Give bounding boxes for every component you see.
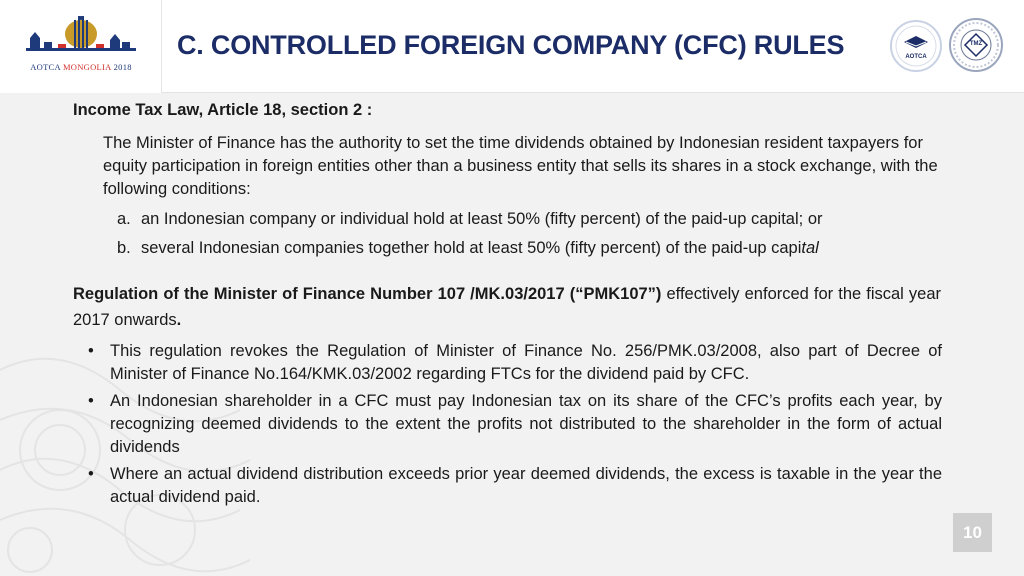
list-item-text-main: several Indonesian companies together hold at least 50% (fifty percent) of the paid-up capi bbox=[141, 239, 802, 257]
tmz-seal-label: TMZ bbox=[969, 41, 983, 47]
slide-title: C. CONTROLLED FOREIGN COMPANY (CFC) RULES bbox=[177, 30, 845, 60]
list-item-text bbox=[141, 237, 819, 260]
regulation-rest: effectively enforced for the fiscal year 2017 onwards bbox=[73, 285, 941, 329]
list-item bbox=[117, 208, 947, 231]
list-item-text-italic-tail: tal bbox=[801, 239, 819, 257]
list-item bbox=[86, 463, 942, 509]
regulation-bullet-list bbox=[86, 340, 942, 513]
bullet-text: An Indonesian shareholder in a CFC must pay Indonesian tax on its share of the CFC’s profits each year, by recognizing deemed dividends to the extent the profits not distributed to the shareholder in the form of actual dividends bbox=[110, 392, 942, 456]
regulation-paragraph bbox=[73, 281, 941, 333]
list-item bbox=[86, 390, 942, 459]
regulation-title: Regulation of the Minister of Finance Number 107 /MK.03/2017 (“PMK107”) bbox=[73, 285, 662, 303]
logo-caption-year: 2018 bbox=[113, 62, 132, 72]
list-marker: b. bbox=[117, 239, 131, 257]
logo-caption-aotca: AOTCA bbox=[30, 62, 61, 72]
bullet-marker: • bbox=[88, 342, 94, 360]
conditions-list bbox=[117, 208, 947, 266]
bullet-marker: • bbox=[88, 392, 94, 410]
list-item bbox=[86, 340, 942, 386]
list-item bbox=[117, 237, 947, 260]
list-marker: a. bbox=[117, 210, 131, 228]
bullet-marker: • bbox=[88, 465, 94, 483]
bullet-text: Where an actual dividend distribution exceeds prior year deemed dividends, the excess is taxable in the year the actual dividend paid. bbox=[110, 465, 942, 506]
aotca-seal-label: AOTCA bbox=[905, 54, 927, 60]
section1-paragraph: The Minister of Finance has the authority to set the time dividends obtained by Indonesian resident taxpayers for equity participation in foreign entities other than a business entity that sells its shares in a stock exchange, with the following conditions: bbox=[103, 134, 938, 198]
list-item-text: an Indonesian company or individual hold at least 50% (fifty percent) of the paid-up capital; or bbox=[141, 210, 823, 228]
bullet-text: This regulation revokes the Regulation of Minister of Finance No. 256/PMK.03/2008, also part of Decree of Minister of Finance No.164/KMK.03/2002 regarding FTCs for the dividend paid by CFC. bbox=[110, 342, 942, 383]
regulation-end-mark: . bbox=[176, 311, 182, 329]
section1-heading: Income Tax Law, Article 18, section 2 : bbox=[73, 101, 373, 119]
logo-caption-mongolia: MONGOLIA bbox=[62, 62, 112, 72]
page-number-badge: 10 bbox=[953, 513, 992, 552]
